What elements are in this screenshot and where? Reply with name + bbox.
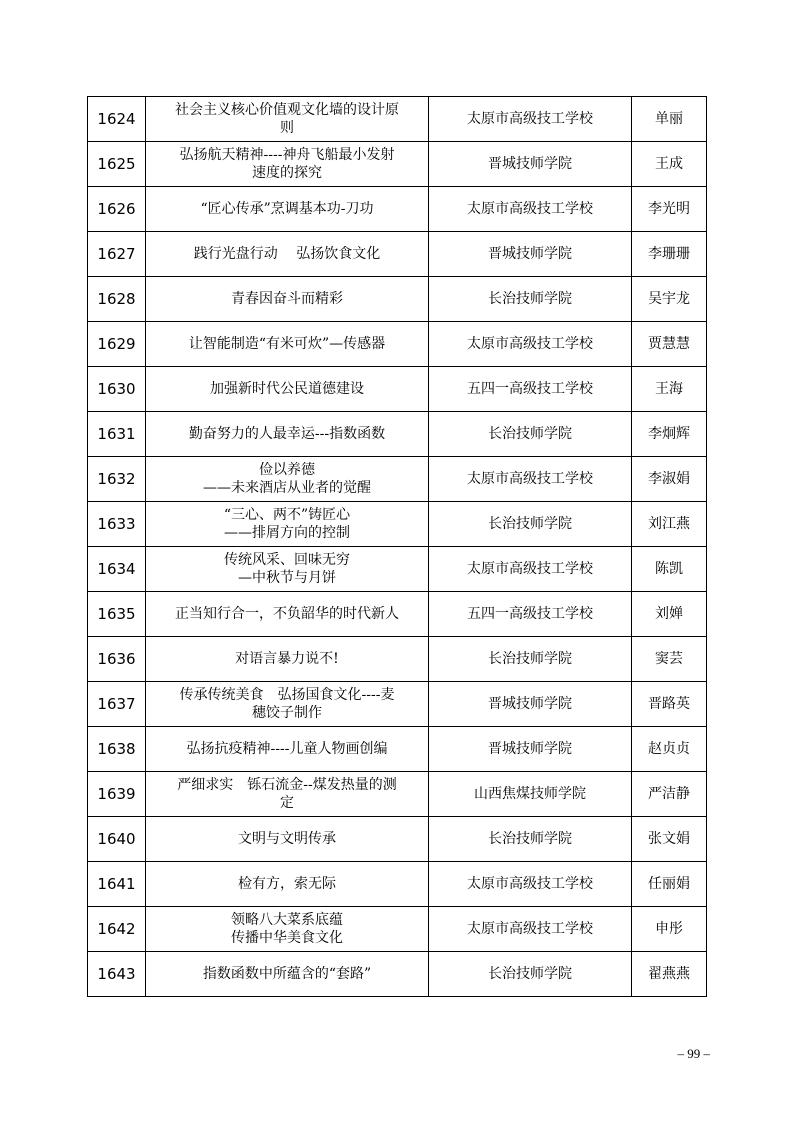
cell-name: 李淑娟 <box>632 457 707 502</box>
cell-title: 对语言暴力说不! <box>146 637 429 682</box>
cell-school: 太原市高级技工学校 <box>429 907 632 952</box>
cell-title: 践行光盘行动 弘扬饮食文化 <box>146 232 429 277</box>
cell-title: 严细求实 铄石流金--煤发热量的测 定 <box>146 772 429 817</box>
cell-number: 1632 <box>88 457 146 502</box>
page-number: – 99 – <box>677 1046 710 1061</box>
cell-number: 1637 <box>88 682 146 727</box>
cell-school: 太原市高级技工学校 <box>429 322 632 367</box>
cell-number: 1624 <box>88 97 146 142</box>
cell-name: 李炯辉 <box>632 412 707 457</box>
cell-school: 晋城技师学院 <box>429 232 632 277</box>
cell-title: 青春因奋斗而精彩 <box>146 277 429 322</box>
cell-number: 1634 <box>88 547 146 592</box>
cell-number: 1640 <box>88 817 146 862</box>
cell-number: 1638 <box>88 727 146 772</box>
cell-title: 传统风采、回味无穷 —中秋节与月饼 <box>146 547 429 592</box>
cell-title: 让智能制造“有米可炊”—传感器 <box>146 322 429 367</box>
table-row <box>88 952 707 997</box>
cell-school: 太原市高级技工学校 <box>429 97 632 142</box>
cell-name: 李光明 <box>632 187 707 232</box>
cell-title: 检有方，索无际 <box>146 862 429 907</box>
cell-school: 长治技师学院 <box>429 637 632 682</box>
cell-school: 五四一高级技工学校 <box>429 592 632 637</box>
cell-name: 李珊珊 <box>632 232 707 277</box>
cell-school: 五四一高级技工学校 <box>429 367 632 412</box>
cell-title: 领略八大菜系底蕴 传播中华美食文化 <box>146 907 429 952</box>
cell-name: 王成 <box>632 142 707 187</box>
cell-number: 1630 <box>88 367 146 412</box>
cell-number: 1627 <box>88 232 146 277</box>
cell-number: 1635 <box>88 592 146 637</box>
cell-number: 1641 <box>88 862 146 907</box>
cell-name: 晋路英 <box>632 682 707 727</box>
award-table-container <box>87 96 706 997</box>
cell-name: 张文娟 <box>632 817 707 862</box>
cell-name: 陈凯 <box>632 547 707 592</box>
table-row <box>88 907 707 952</box>
table-row <box>88 457 707 502</box>
cell-school: 太原市高级技工学校 <box>429 547 632 592</box>
cell-name: 翟燕燕 <box>632 952 707 997</box>
table-row <box>88 772 707 817</box>
table-row <box>88 97 707 142</box>
cell-number: 1643 <box>88 952 146 997</box>
table-body <box>88 97 707 997</box>
cell-school: 太原市高级技工学校 <box>429 457 632 502</box>
cell-school: 长治技师学院 <box>429 817 632 862</box>
cell-school: 晋城技师学院 <box>429 142 632 187</box>
cell-title: 弘扬航天精神----神舟飞船最小发射 速度的探究 <box>146 142 429 187</box>
table-row <box>88 727 707 772</box>
cell-name: 王海 <box>632 367 707 412</box>
table-row <box>88 322 707 367</box>
cell-school: 长治技师学院 <box>429 952 632 997</box>
table-row <box>88 547 707 592</box>
cell-number: 1633 <box>88 502 146 547</box>
cell-number: 1626 <box>88 187 146 232</box>
cell-name: 刘婵 <box>632 592 707 637</box>
table-row <box>88 592 707 637</box>
cell-number: 1628 <box>88 277 146 322</box>
cell-name: 吴宇龙 <box>632 277 707 322</box>
table-row <box>88 682 707 727</box>
cell-title: 俭以养德 ——未来酒店从业者的觉醒 <box>146 457 429 502</box>
table-row <box>88 187 707 232</box>
cell-name: 单丽 <box>632 97 707 142</box>
cell-school: 太原市高级技工学校 <box>429 862 632 907</box>
cell-school: 太原市高级技工学校 <box>429 187 632 232</box>
cell-school: 长治技师学院 <box>429 412 632 457</box>
cell-name: 刘江燕 <box>632 502 707 547</box>
cell-name: 严洁静 <box>632 772 707 817</box>
cell-number: 1625 <box>88 142 146 187</box>
cell-school: 长治技师学院 <box>429 502 632 547</box>
table-row <box>88 817 707 862</box>
cell-title: “三心、两不”铸匠心 ——排屑方向的控制 <box>146 502 429 547</box>
table-row <box>88 232 707 277</box>
table-row <box>88 142 707 187</box>
award-table <box>87 96 707 997</box>
cell-name: 贾慧慧 <box>632 322 707 367</box>
cell-name: 申彤 <box>632 907 707 952</box>
table-row <box>88 412 707 457</box>
cell-title: 传承传统美食 弘扬国食文化----麦 穗饺子制作 <box>146 682 429 727</box>
table-row <box>88 367 707 412</box>
cell-number: 1629 <box>88 322 146 367</box>
cell-number: 1639 <box>88 772 146 817</box>
cell-title: 文明与文明传承 <box>146 817 429 862</box>
table-row <box>88 502 707 547</box>
cell-school: 晋城技师学院 <box>429 682 632 727</box>
cell-title: “匠心传承”烹调基本功-刀功 <box>146 187 429 232</box>
cell-title: 正当知行合一，不负韶华的时代新人 <box>146 592 429 637</box>
cell-title: 勤奋努力的人最幸运---指数函数 <box>146 412 429 457</box>
cell-name: 赵贞贞 <box>632 727 707 772</box>
cell-school: 山西焦煤技师学院 <box>429 772 632 817</box>
cell-name: 窦芸 <box>632 637 707 682</box>
cell-title: 加强新时代公民道德建设 <box>146 367 429 412</box>
cell-school: 长治技师学院 <box>429 277 632 322</box>
cell-title: 弘扬抗疫精神----儿童人物画创编 <box>146 727 429 772</box>
table-row <box>88 277 707 322</box>
cell-number: 1631 <box>88 412 146 457</box>
table-row <box>88 862 707 907</box>
cell-title: 指数函数中所蕴含的“套路” <box>146 952 429 997</box>
cell-name: 任丽娟 <box>632 862 707 907</box>
cell-number: 1642 <box>88 907 146 952</box>
cell-number: 1636 <box>88 637 146 682</box>
cell-title: 社会主义核心价值观文化墙的设计原 则 <box>146 97 429 142</box>
table-row <box>88 637 707 682</box>
cell-school: 晋城技师学院 <box>429 727 632 772</box>
